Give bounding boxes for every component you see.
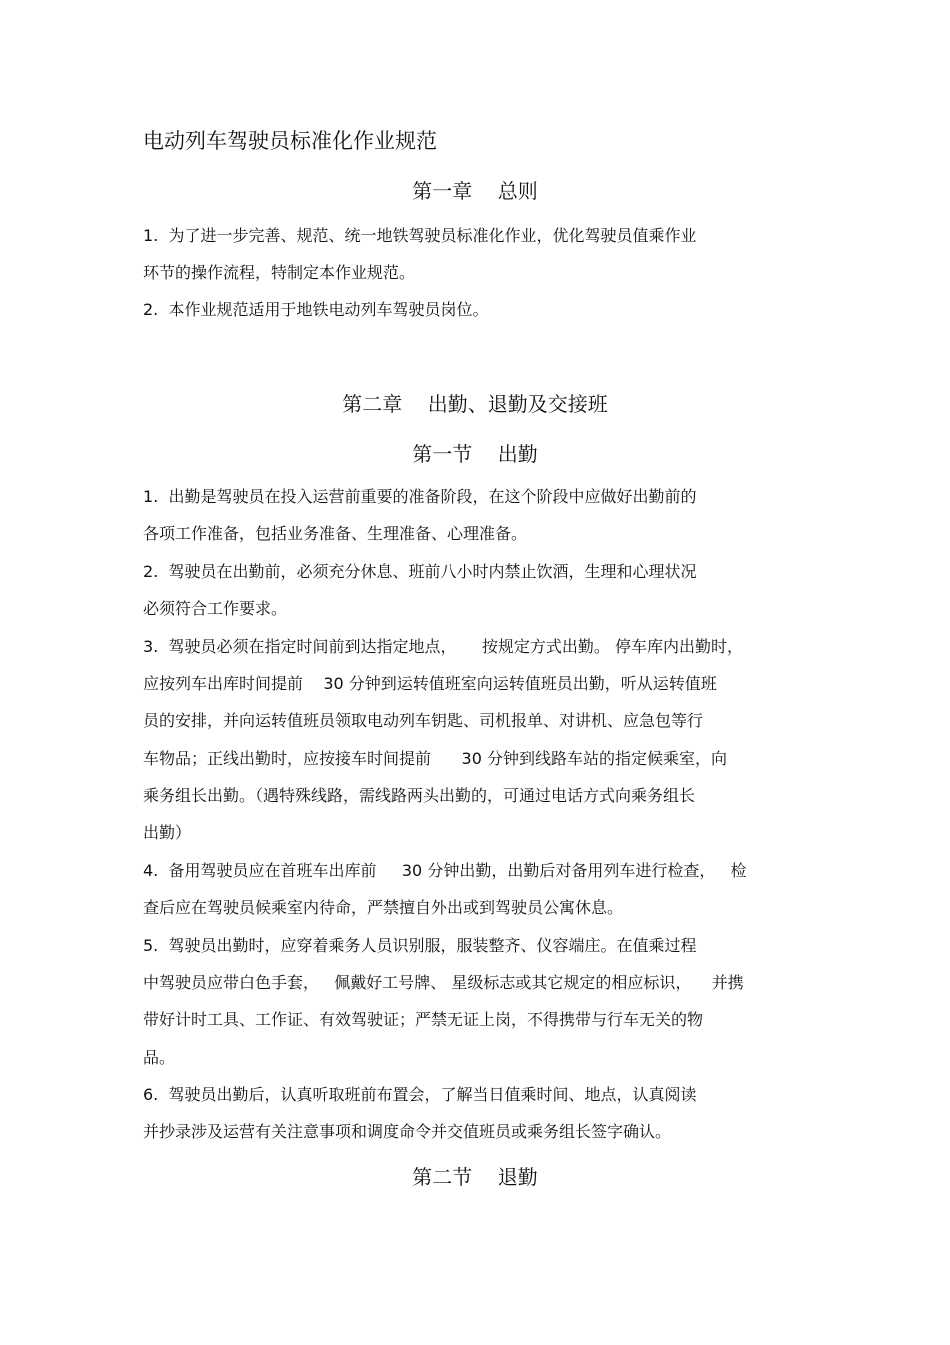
chapter-1-heading: 第一章 总则 [412, 179, 538, 203]
paragraph-line: 5. 驾驶员出勤时，应穿着乘务人员识别服，服装整齐、仪容端庄。在值乘过程 [143, 936, 697, 955]
paragraph-line: 中驾驶员应带白色手套， 佩戴好工号牌、 星级标志或其它规定的相应标识， 并携 [143, 973, 744, 992]
paragraph-line: 并抄录涉及运营有关注意事项和调度命令并交值班员或乘务组长签字确认。 [143, 1122, 672, 1141]
paragraph-line: 带好计时工具、工作证、有效驾驶证；严禁无证上岗，不得携带与行车无关的物 [143, 1010, 704, 1029]
paragraph-line: 应按列车出库时间提前 30 分钟到运转值班室向运转值班员出勤，听从运转值班 [143, 674, 717, 693]
section-1-heading: 第一节 出勤 [412, 442, 538, 466]
paragraph-line: 1. 为了进一步完善、规范、统一地铁驾驶员标准化作业，优化驾驶员值乘作业 [143, 226, 697, 245]
paragraph-line: 员的安排，并向运转值班员领取电动列车钥匙、司机报单、对讲机、应急包等行 [143, 711, 704, 730]
paragraph-line: 查后应在驾驶员候乘室内待命，严禁擅自外出或到驾驶员公寓休息。 [143, 898, 624, 917]
chapter-2-heading: 第二章 出勤、退勤及交接班 [342, 392, 608, 416]
paragraph-line: 环节的操作流程，特制定本作业规范。 [143, 263, 416, 282]
paragraph-line: 品。 [143, 1048, 176, 1067]
paragraph-line: 6. 驾驶员出勤后，认真听取班前布置会，了解当日值乘时间、地点，认真阅读 [143, 1085, 697, 1104]
paragraph-line: 2. 驾驶员在出勤前，必须充分休息、班前八小时内禁止饮酒，生理和心理状况 [143, 562, 697, 581]
section-2-heading: 第二节 退勤 [412, 1165, 538, 1189]
paragraph-line: 必须符合工作要求。 [143, 599, 288, 618]
document-title: 电动列车驾驶员标准化作业规范 [143, 129, 437, 153]
paragraph-line: 出勤） [143, 823, 192, 842]
paragraph-line: 4. 备用驾驶员应在首班车出库前 30 分钟出勤，出勤后对备用列车进行检查， 检 [143, 861, 747, 880]
paragraph-line: 车物品；正线出勤时，应按接车时间提前 30 分钟到线路车站的指定候乘室，向 [143, 749, 727, 768]
paragraph-line: 1. 出勤是驾驶员在投入运营前重要的准备阶段，在这个阶段中应做好出勤前的 [143, 487, 697, 506]
paragraph-line: 乘务组长出勤。（遇特殊线路，需线路两头出勤的，可通过电话方式向乘务组长 [143, 786, 696, 805]
paragraph-line: 3. 驾驶员必须在指定时间前到达指定地点， 按规定方式出勤。 停车库内出勤时， [143, 637, 743, 656]
paragraph-line: 各项工作准备，包括业务准备、生理准备、心理准备。 [143, 524, 528, 543]
paragraph-line: 2. 本作业规范适用于地铁电动列车驾驶员岗位。 [143, 300, 489, 319]
